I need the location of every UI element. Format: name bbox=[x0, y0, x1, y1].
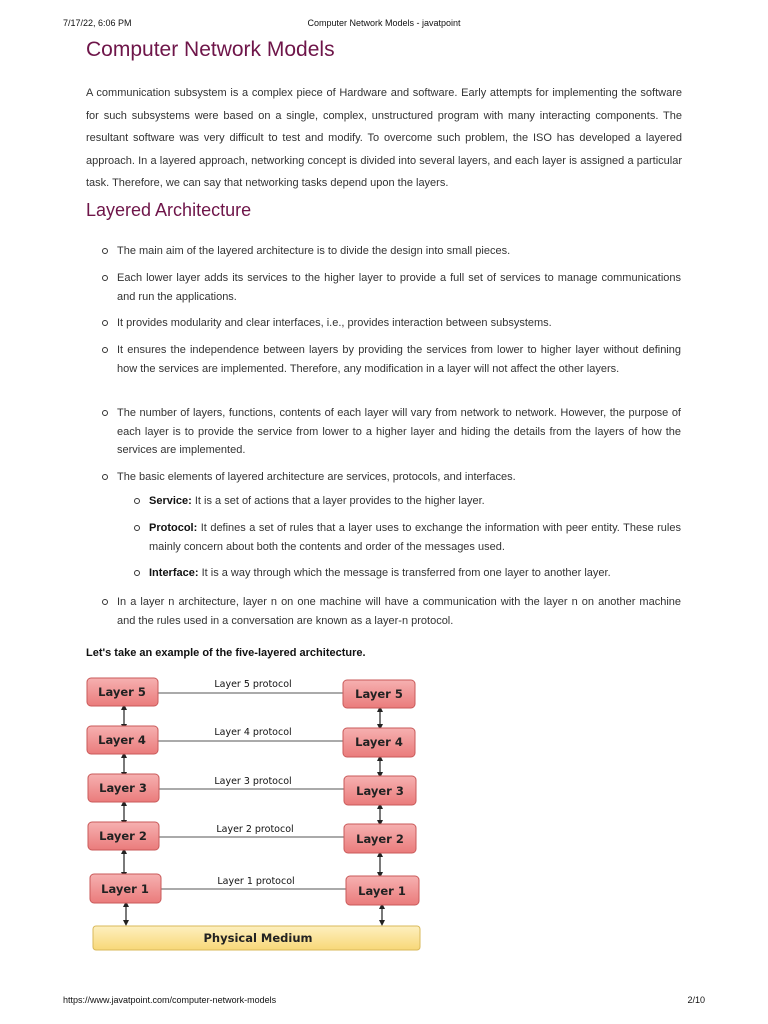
right-layer-5-label: Layer 5 bbox=[355, 687, 403, 701]
protocol-label-1: Layer 1 protocol bbox=[217, 876, 295, 887]
print-datetime: 7/17/22, 6:06 PM bbox=[63, 18, 132, 28]
left-layer-3-label: Layer 3 bbox=[99, 781, 147, 795]
list-item: It provides modularity and clear interfaces, i.e., provides interaction between subsystems. bbox=[117, 314, 681, 333]
list-item: The number of layers, functions, contents of each layer will vary from network to network. However, the purpose of each layer is to provide the service from lower to a higher layer and hiding the details from the layers of how the services are implemented. bbox=[117, 404, 681, 460]
list-item: The basic elements of layered architecture are services, protocols, and interfaces. bbox=[117, 468, 681, 487]
layered-architecture-diagram bbox=[80, 670, 430, 960]
protocol-label-5: Layer 5 protocol bbox=[214, 679, 292, 690]
sub-item-text: It is a set of actions that a layer provides to the higher layer. bbox=[191, 495, 485, 507]
intro-paragraph: A communication subsystem is a complex piece of Hardware and software. Early attempts for implementing the software for such subsystems were based on a single, complex, unstructured program with many interacting components. The resultant software was very difficult to test and modify. To overcome such problem, the ISO has developed a layered approach. In a layered approach, networking concept is divided into several layers, and each layer is assigned a particular task. Therefore, we can say that networking tasks depend upon the layers. bbox=[86, 87, 682, 190]
physical-medium-label: Physical Medium bbox=[203, 931, 313, 945]
right-layer-2-label: Layer 2 bbox=[356, 832, 404, 846]
list-item: In a layer n architecture, layer n on one machine will have a communication with the layer n on another machine and the rules used in a conversation are known as a layer-n protocol. bbox=[117, 593, 681, 630]
list-item: The main aim of the layered architecture is to divide the design into small pieces. bbox=[117, 242, 681, 261]
left-layer-5-label: Layer 5 bbox=[98, 685, 146, 699]
right-layer-4-label: Layer 4 bbox=[355, 735, 403, 749]
print-page-title: Computer Network Models - javatpoint bbox=[307, 18, 461, 28]
page-title: Computer Network Models bbox=[86, 38, 335, 61]
right-layer-3-label: Layer 3 bbox=[356, 784, 404, 798]
left-layer-4-label: Layer 4 bbox=[98, 733, 146, 747]
left-layer-1-label: Layer 1 bbox=[101, 882, 149, 896]
sub-list-item-protocol bbox=[149, 519, 681, 556]
print-url: https://www.javatpoint.com/computer-network-models bbox=[63, 995, 277, 1005]
term-service: Service: bbox=[149, 495, 192, 507]
sub-list-item-service bbox=[149, 492, 681, 511]
protocol-label-2: Layer 2 protocol bbox=[216, 824, 294, 835]
protocol-label-4: Layer 4 protocol bbox=[214, 727, 292, 738]
term-interface: Interface: bbox=[149, 567, 199, 579]
example-heading: Let's take an example of the five-layered architecture. bbox=[86, 647, 366, 659]
term-protocol: Protocol: bbox=[149, 522, 198, 534]
sub-list-item-interface bbox=[149, 564, 681, 583]
protocol-label-3: Layer 3 protocol bbox=[214, 776, 292, 787]
right-layer-1-label: Layer 1 bbox=[358, 884, 406, 898]
sub-item-text: It defines a set of rules that a layer uses to exchange the information with peer entity. These rules mainly concern about both the contents and order of the messages used. bbox=[149, 522, 681, 553]
sub-item-text: It is a way through which the message is transferred from one layer to another layer. bbox=[198, 567, 611, 579]
section-heading: Layered Architecture bbox=[86, 200, 252, 220]
print-page-number: 2/10 bbox=[687, 995, 705, 1005]
list-item: Each lower layer adds its services to the higher layer to provide a full set of services to manage communications and run the applications. bbox=[117, 269, 681, 306]
left-layer-2-label: Layer 2 bbox=[99, 829, 147, 843]
list-item: It ensures the independence between layers by providing the services from lower to higher layer without defining how the services are implemented. Therefore, any modification in a layer will not affect the other layers. bbox=[117, 341, 681, 378]
